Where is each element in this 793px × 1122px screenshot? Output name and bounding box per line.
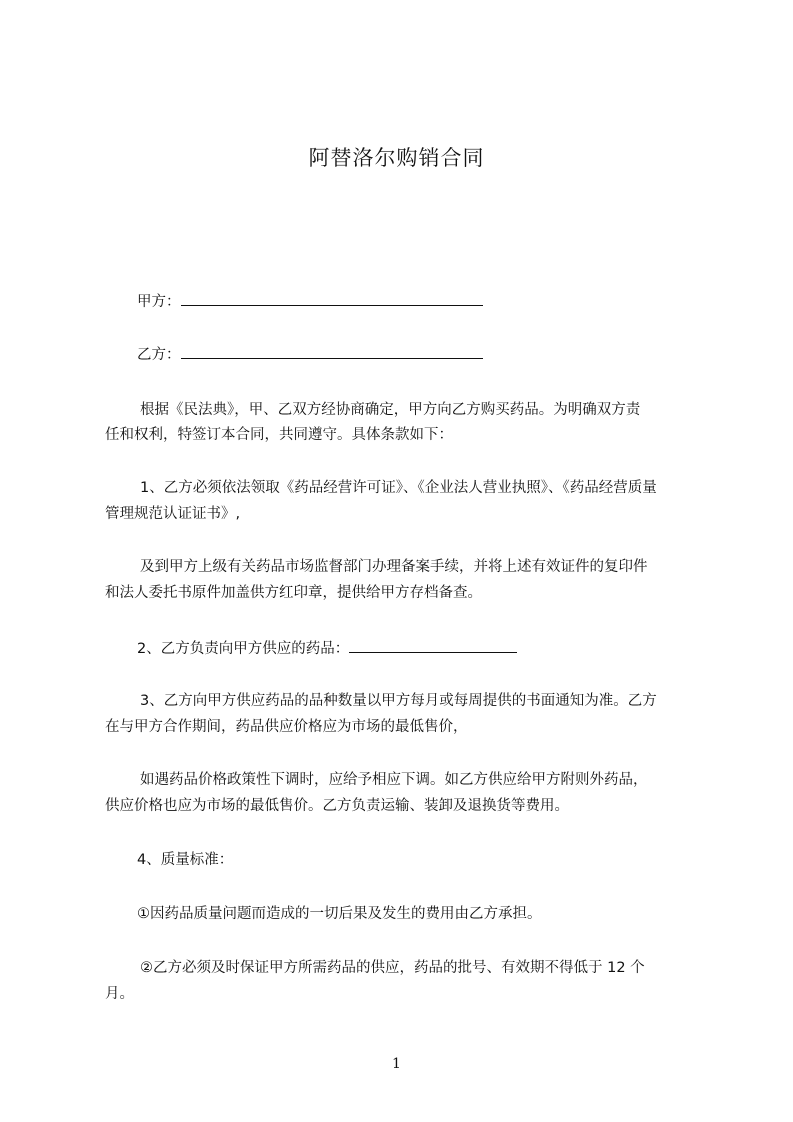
clause-3-line-2: 在与甲方合作期间，药品供应价格应为市场的最低售价， [105, 719, 468, 735]
clause-3-line-1: 3、乙方向甲方供应药品的品种数量以甲方每月或每周提供的书面通知为准。乙方 [140, 693, 657, 709]
clause-1b-line-2: 和法人委托书原件加盖供方红印章，提供给甲方存档备查。 [105, 585, 482, 601]
party-a-label: 甲方： [137, 294, 181, 310]
clause-1-line-2: 管理规范认证证书》, [105, 506, 241, 522]
party-b-label: 乙方： [137, 347, 181, 363]
page-number: 1 [392, 1056, 401, 1072]
party-a-blank [181, 291, 483, 306]
intro-line-1: 根据《民法典》，甲、乙双方经协商确定，甲方向乙方购买药品。为明确双方责 [140, 402, 641, 418]
clause-2-label: 2、乙方负责向甲方供应的药品： [137, 641, 350, 657]
clause-2-line [137, 638, 517, 659]
clause-3b-line-1: 如遇药品价格政策性下调时，应给予相应下调。如乙方供应给甲方附则外药品， [140, 772, 648, 788]
party-b-line [137, 344, 483, 365]
intro-line-2: 任和权利，特签订本合同，共同遵守。具体条款如下： [105, 427, 453, 443]
clause-1b-line-1: 及到甲方上级有关药品市场监督部门办理备案手续，并将上述有效证件的复印件 [140, 559, 648, 575]
clause-1-line-1: 1、乙方必须依法领取《药品经营许可证》、《企业法人营业执照》、《药品经营质量 [140, 480, 657, 496]
clause-2-blank [349, 638, 517, 653]
page-title: 阿替洛尔购销合同 [308, 146, 485, 170]
clause-4-item-1: ①因药品质量问题而造成的一切后果及发生的费用由乙方承担。 [137, 906, 542, 922]
clause-4-heading: 4、质量标准： [137, 852, 234, 868]
clause-3b-line-2: 供应价格也应为市场的最低售价。乙方负责运输、装卸及退换货等费用。 [105, 798, 569, 814]
clause-4-item-2-line-2: 月。 [105, 986, 134, 1002]
party-a-line [137, 291, 483, 312]
party-b-blank [181, 344, 483, 359]
clause-4-item-2-line-1: ②乙方必须及时保证甲方所需药品的供应，药品的批号、有效期不得低于 12 个 [140, 960, 645, 976]
